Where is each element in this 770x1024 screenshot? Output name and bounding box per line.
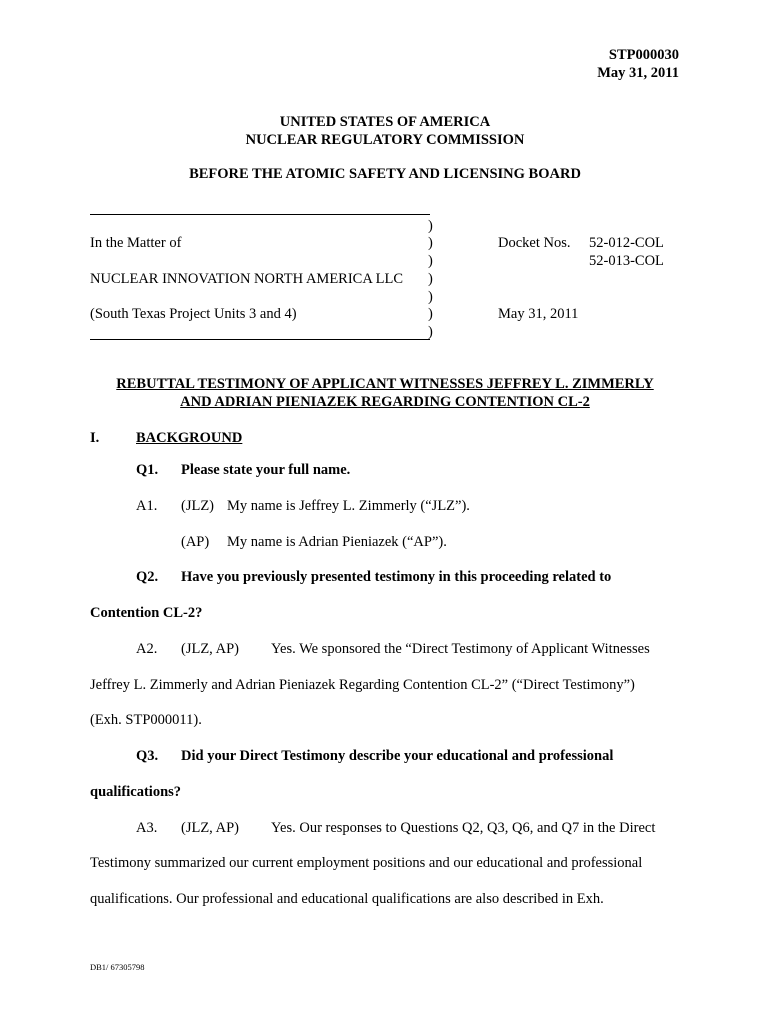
q1-text: Please state your full name.: [181, 462, 351, 478]
caption-project: (South Texas Project Units 3 and 4): [90, 306, 297, 322]
caption-paren: ): [428, 324, 433, 340]
section-title: BACKGROUND: [136, 430, 243, 446]
caption-matter: In the Matter of: [90, 235, 182, 251]
title-line-1: UNITED STATES OF AMERICA: [279, 114, 491, 130]
caption-date: May 31, 2011: [498, 306, 579, 322]
exhibit-id: STP000030: [608, 47, 679, 63]
docket-number-2: 52-013-COL: [589, 253, 664, 269]
a2-tag: (JLZ, AP): [181, 641, 239, 657]
a1-number: A1.: [136, 498, 158, 514]
q2-text-line-2: Contention CL-2?: [90, 605, 203, 621]
q3-number: Q3.: [136, 748, 159, 764]
document-title-line-2: AND ADRIAN PIENIAZEK REGARDING CONTENTION CL-2: [180, 394, 590, 410]
caption-party: NUCLEAR INNOVATION NORTH AMERICA LLC: [90, 271, 404, 287]
caption-top-rule: [90, 214, 430, 215]
a2-text-line-1: Yes. We sponsored the “Direct Testimony of Applicant Witnesses: [271, 641, 650, 657]
docket-number-1: 52-012-COL: [589, 235, 664, 251]
q2-number: Q2.: [136, 569, 159, 585]
a1-jlz-text: My name is Jeffrey L. Zimmerly (“JLZ”).: [227, 498, 470, 514]
a1-ap-tag: (AP): [181, 534, 210, 550]
caption-bottom-rule: [90, 339, 430, 340]
footer-doc-ref: DB1/ 67305798: [90, 962, 145, 972]
caption-paren: ): [428, 253, 433, 269]
q3-text-line-2: qualifications?: [90, 784, 182, 800]
a3-tag: (JLZ, AP): [181, 820, 239, 836]
section-number: I.: [90, 430, 100, 446]
q1-number: Q1.: [136, 462, 159, 478]
a3-text-line-3: qualifications. Our professional and educational qualifications are also described in Exh.: [90, 891, 604, 907]
a1-ap-text: My name is Adrian Pieniazek (“AP”).: [227, 534, 447, 550]
q2-text-line-1: Have you previously presented testimony in this proceeding related to: [181, 569, 612, 585]
a1-jlz-tag: (JLZ): [181, 498, 215, 514]
caption-paren: ): [428, 271, 433, 287]
q3-text-line-1: Did your Direct Testimony describe your educational and professional: [181, 748, 614, 764]
a3-text-line-1: Yes. Our responses to Questions Q2, Q3, Q6, and Q7 in the Direct: [271, 820, 656, 836]
caption-paren: ): [428, 306, 433, 322]
title-line-2: NUCLEAR REGULATORY COMMISSION: [245, 132, 525, 148]
board-title: BEFORE THE ATOMIC SAFETY AND LICENSING BOARD: [189, 166, 581, 182]
document-title-line-1: REBUTTAL TESTIMONY OF APPLICANT WITNESSES JEFFREY L. ZIMMERLY: [116, 376, 654, 392]
caption-paren: ): [428, 235, 433, 251]
header-date: May 31, 2011: [597, 65, 679, 81]
docket-label: Docket Nos.: [498, 235, 571, 251]
a2-number: A2.: [136, 641, 158, 657]
a2-text-line-2: Jeffrey L. Zimmerly and Adrian Pieniazek Regarding Contention CL-2” (“Direct Testimony”): [90, 677, 635, 693]
caption-paren: ): [428, 218, 433, 234]
a3-number: A3.: [136, 820, 158, 836]
caption-paren: ): [428, 289, 433, 305]
a3-text-line-2: Testimony summarized our current employment positions and our educational and professional: [90, 855, 643, 871]
a2-text-line-3: (Exh. STP000011).: [90, 712, 202, 728]
